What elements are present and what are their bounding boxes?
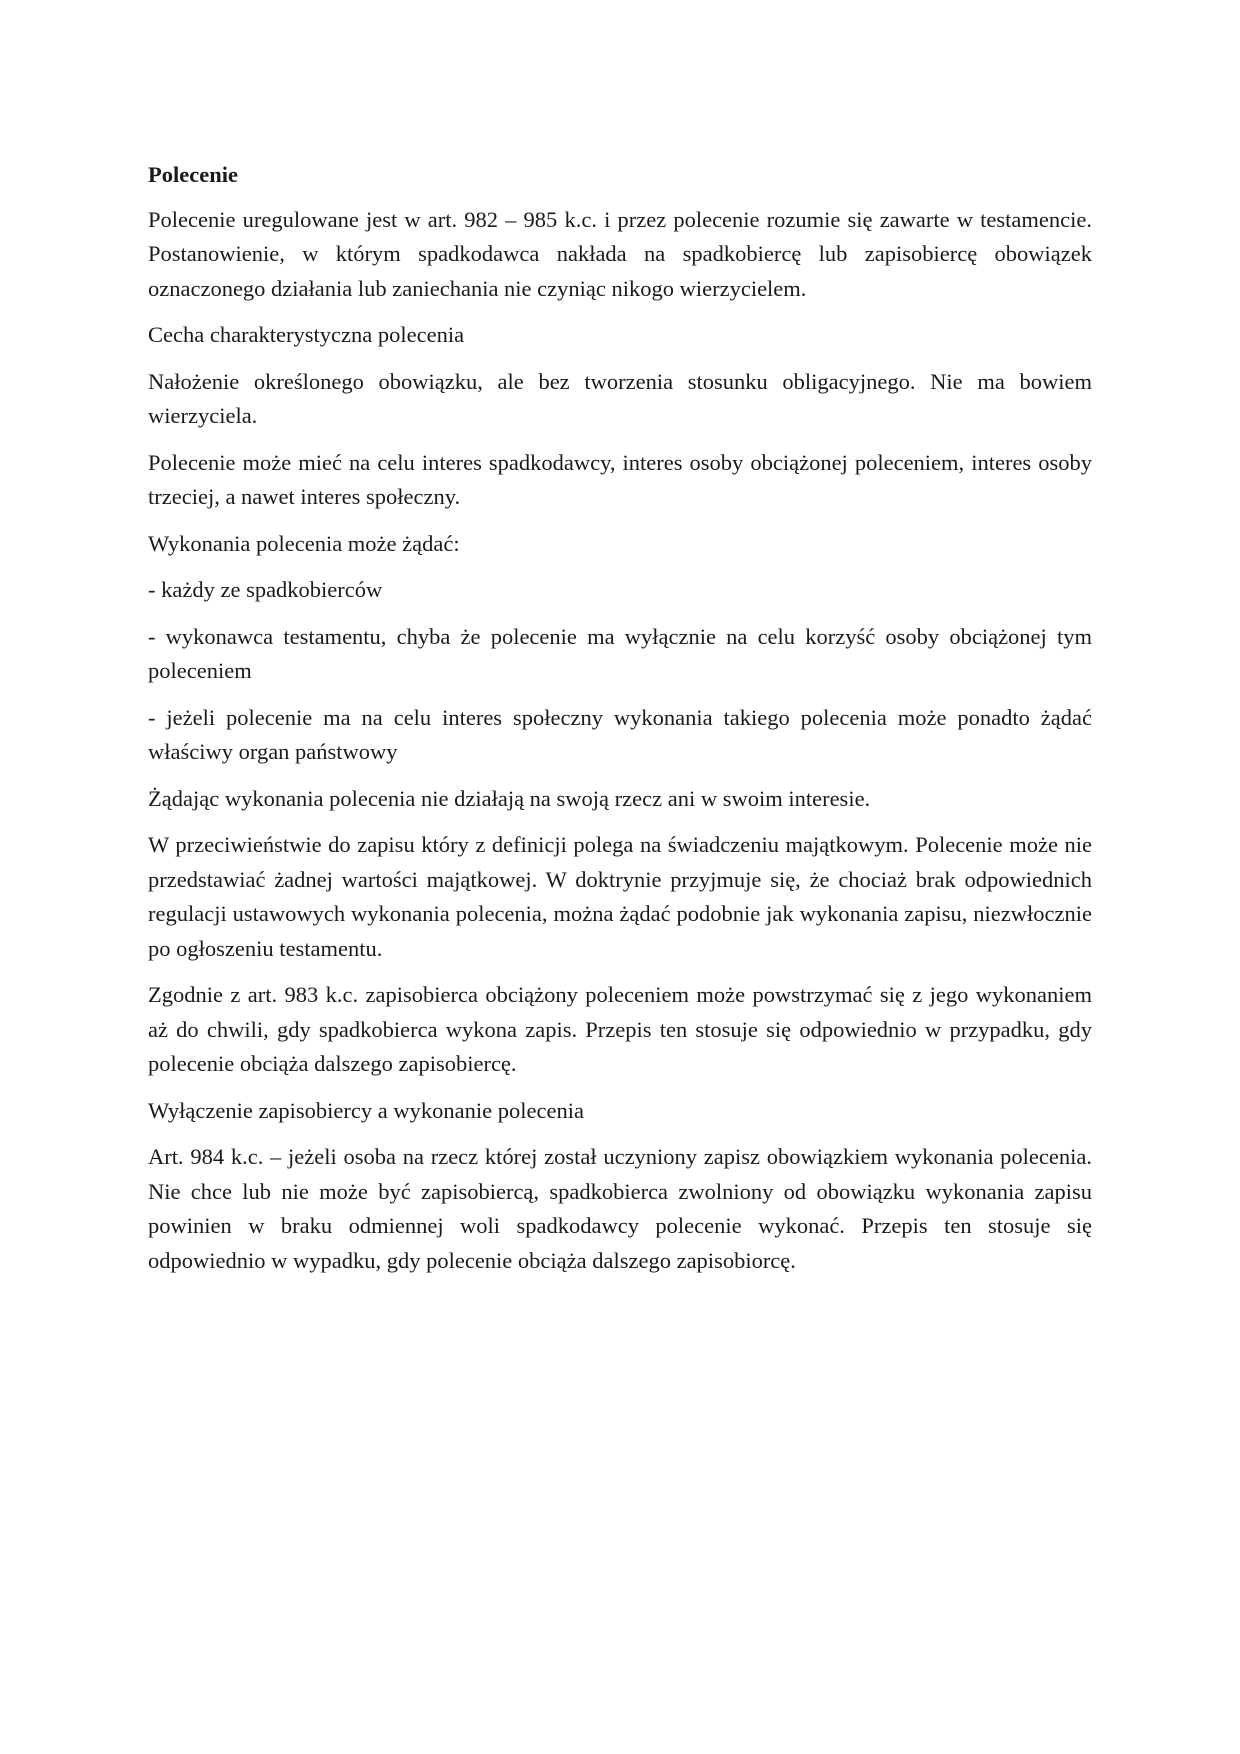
paragraph-definition: Polecenie uregulowane jest w art. 982 – 985 k.c. i przez polecenie rozumie się zawarte w testamencie. Postanowienie, w którym spadkodawca nakłada na spadkobiercę lub zapisobiercę obowiązek oznaczonego działania lub zaniechania nie czyniąc nikogo wierzycielem. bbox=[148, 206, 1092, 301]
document-page bbox=[148, 158, 1092, 1290]
list-item-state-authority: - jeżeli polecenie ma na celu interes społeczny wykonania takiego polecenia może ponadto żądać właściwy organ państwowy bbox=[148, 704, 1092, 764]
paragraph-art-984: Art. 984 k.c. – jeżeli osoba na rzecz której został uczyniony zapisz obowiązkiem wykonania polecenia. Nie chce lub nie może być zapisobiercą, spadkobierca zwolniony od obowiązku wykonania zapisu powinien w braku odmiennej woli spadkodawcy polecenie wykonać. Przepis ten stosuje się odpowiednio w wypadku, gdy polecenie obciąża dalszego zapisobiorcę. bbox=[148, 1144, 1092, 1273]
paragraph-demanding-parties: Żądając wykonania polecenia nie działają na swoją rzecz ani w swoim interesie. bbox=[148, 785, 871, 811]
list-item-executor: - wykonawca testamentu, chyba że polecenie ma wyłącznie na celu korzyść osoby obciążonej tym poleceniem bbox=[148, 623, 1092, 683]
section-heading-characteristic: Cecha charakterystyczna polecenia bbox=[148, 322, 465, 347]
document-title: Polecenie bbox=[148, 162, 238, 187]
paragraph-contrast-with-legacy: W przeciwieństwie do zapisu który z definicji polega na świadczeniu majątkowym. Polecenie może nie przedstawiać żadnej wartości majątkowej. W doktrynie przyjmuje się, że chociaż brak odpowiednich regulacji ustawowych wykonania polecenia, można żądać podobnie jak wykonania zapisu, niezwłocznie po ogłoszeniu testamentu. bbox=[148, 832, 1092, 961]
paragraph-art-983: Zgodnie z art. 983 k.c. zapisobierca obciążony poleceniem może powstrzymać się z jego wykonaniem aż do chwili, gdy spadkobierca wykona zapis. Przepis ten stosuje się odpowiednio w przypadku, gdy polecenie obciąża dalszego zapisobiercę. bbox=[148, 982, 1092, 1076]
section-heading-exclusion: Wyłączenie zapisobiercy a wykonanie polecenia bbox=[148, 1097, 584, 1123]
paragraph-interest: Polecenie może mieć na celu interes spadkodawcy, interes osoby obciążonej poleceniem, interes osoby trzeciej, a nawet interes społeczny. bbox=[148, 449, 1092, 509]
paragraph-who-may-demand: Wykonania polecenia może żądać: bbox=[148, 530, 460, 556]
list-item-heirs: - każdy ze spadkobierców bbox=[148, 577, 383, 602]
paragraph-obligation: Nałożenie określonego obowiązku, ale bez tworzenia stosunku obligacyjnego. Nie ma bowiem wierzyciela. bbox=[148, 368, 1092, 428]
